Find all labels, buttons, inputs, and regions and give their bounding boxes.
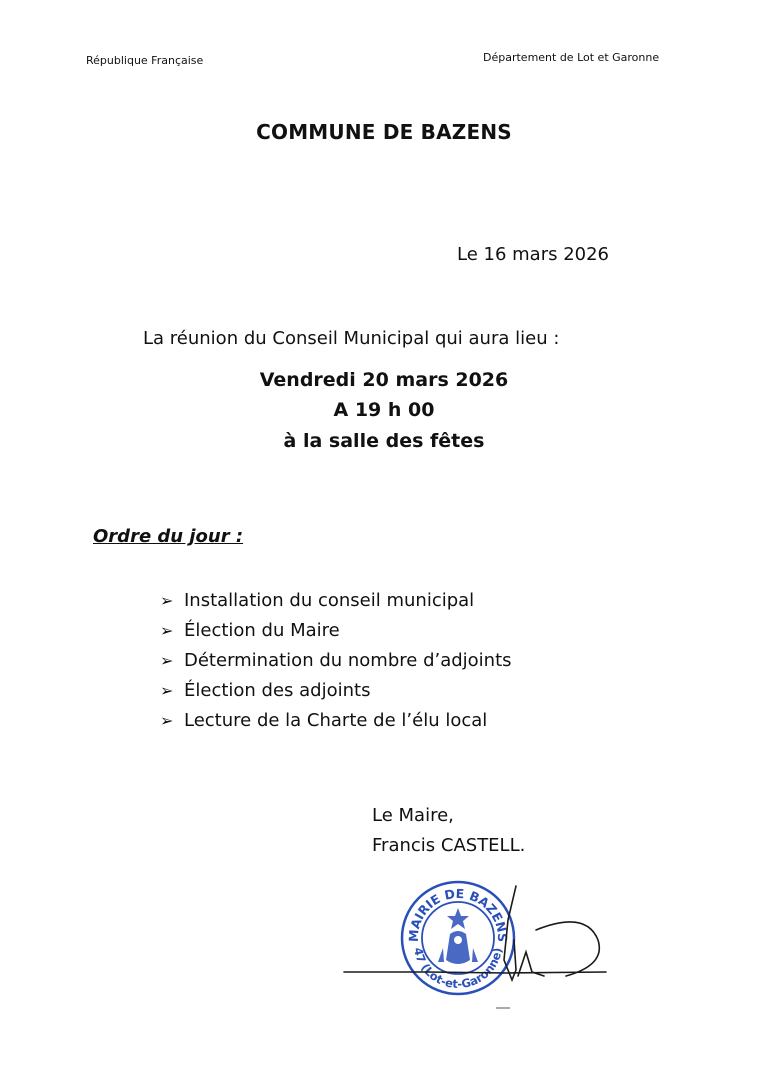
agenda-item-label: Élection du Maire (184, 620, 340, 641)
stamp-bottom-text: 47 (Lot-et-Garonne) (411, 946, 505, 992)
stamp-top-text: MAIRIE DE BAZENS (405, 885, 511, 943)
agenda-heading: Ordre du jour : (93, 526, 244, 547)
page-title: COMMUNE DE BAZENS (256, 120, 512, 144)
arrow-bullet-icon: ➢ (160, 711, 174, 730)
header-departement: Département de Lot et Garonne (483, 51, 660, 64)
agenda-item-label: Lecture de la Charte de l’élu local (184, 710, 488, 731)
meeting-date: Vendredi 20 mars 2026 (259, 369, 509, 391)
agenda-item-label: Élection des adjoints (184, 680, 371, 701)
agenda-item-label: Installation du conseil municipal (184, 590, 475, 611)
arrow-bullet-icon: ➢ (160, 651, 174, 670)
meeting-intro: La réunion du Conseil Municipal qui aura lieu : (143, 328, 560, 349)
meeting-time: A 19 h 00 (333, 399, 435, 421)
agenda-item (160, 676, 512, 706)
agenda-item (160, 586, 512, 616)
document-date: Le 16 mars 2026 (457, 244, 610, 265)
agenda-item (160, 706, 512, 736)
signatory-name: Francis CASTELL. (372, 835, 526, 856)
agenda-item-label: Détermination du nombre d’adjoints (184, 650, 512, 671)
meeting-place: à la salle des fêtes (283, 430, 485, 452)
signature-icon (336, 880, 616, 1020)
header-republique: République Française (86, 54, 204, 67)
signatory-role: Le Maire, (372, 805, 454, 826)
arrow-bullet-icon: ➢ (160, 591, 174, 610)
agenda-item (160, 616, 512, 646)
arrow-bullet-icon: ➢ (160, 621, 174, 640)
agenda-list (160, 586, 512, 736)
agenda-item (160, 646, 512, 676)
arrow-bullet-icon: ➢ (160, 681, 174, 700)
